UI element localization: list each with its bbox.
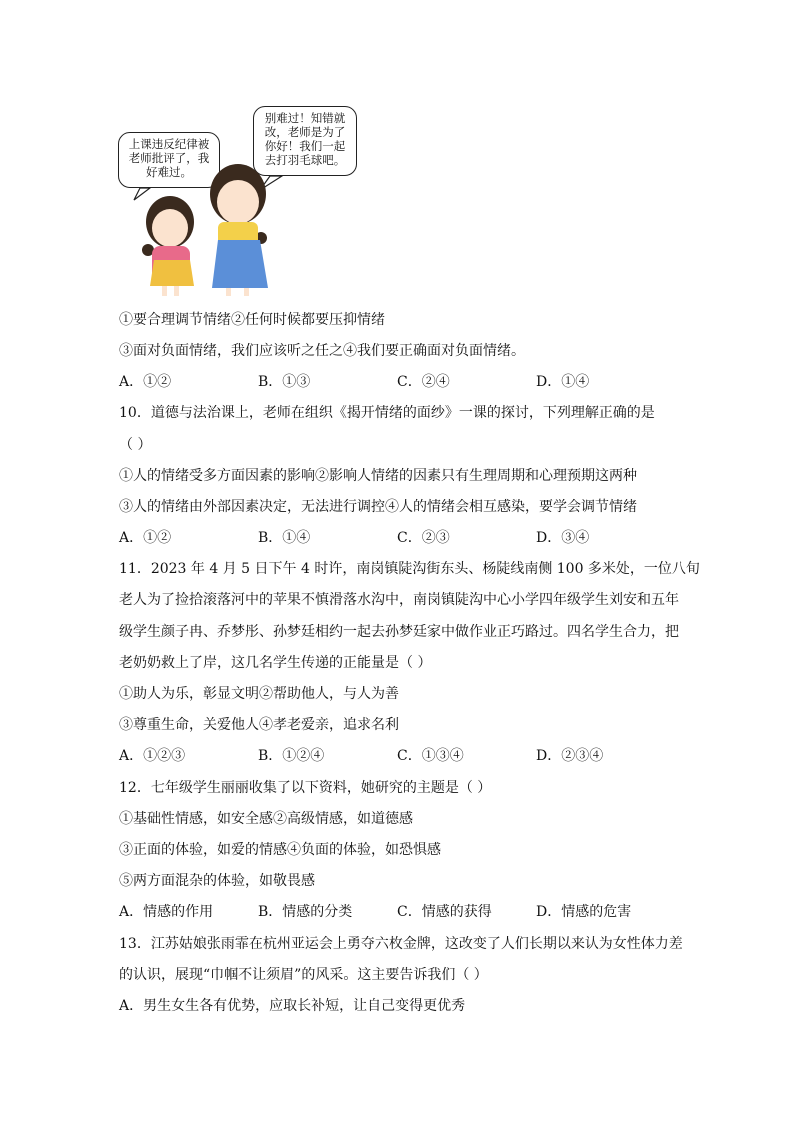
q10-option-c[interactable]: C．②③ [397, 530, 450, 546]
q11-option-b[interactable]: B．①②④ [258, 748, 325, 764]
q9-option-d[interactable]: D．①④ [536, 374, 590, 390]
comforting-girl-figure [210, 164, 268, 296]
q11-option-c[interactable]: C．①③④ [397, 748, 464, 764]
q10-statements-1: ①人的情绪受多方面因素的影响②影响人情绪的因素只有生理周期和心理预期这两种 [119, 468, 637, 484]
q13-option-a[interactable]: A．男生女生各有优势，应取长补短，让自己变得更优秀 [119, 998, 466, 1014]
q11-stem-4: 老奶奶救上了岸，这几名学生传递的正能量是（ ） [119, 655, 432, 671]
q12-option-d[interactable]: D．情感的危害 [536, 904, 632, 920]
q10-statements-2: ③人的情绪由外部因素决定，无法进行调控④人的情绪会相互感染，要学会调节情绪 [119, 499, 637, 515]
q11-stem-1: 11．2023 年 4 月 5 日下午 4 时许，南岗镇陡沟街东头、杨陡线南侧 100 多米处，一位八旬 [119, 561, 700, 577]
q11-stem-3: 级学生颜子冉、乔梦彤、孙梦廷相约一起去孙梦廷家中做作业正巧路过。四名学生合力，把 [119, 624, 679, 640]
q10-option-a[interactable]: A．①② [119, 530, 172, 546]
speech-bubble-right: 别难过！知错就改，老师是为了你好！我们一起去打羽毛球吧。 [253, 106, 357, 176]
q11-statements-1: ①助人为乐，彰显文明②帮助他人，与人为善 [119, 686, 399, 702]
q13-stem-2: 的认识，展现“巾帼不让须眉”的风采。这主要告诉我们（ ） [119, 967, 488, 983]
sad-girl-figure [142, 196, 194, 296]
q9-option-c[interactable]: C．②④ [397, 374, 450, 390]
q9-option-a[interactable]: A．①② [119, 374, 172, 390]
q12-option-c[interactable]: C．情感的获得 [397, 904, 492, 920]
q11-option-a[interactable]: A．①②③ [119, 748, 186, 764]
q11-option-d[interactable]: D．②③④ [536, 748, 604, 764]
q12-stem: 12．七年级学生丽丽收集了以下资料，她研究的主题是（ ） [119, 780, 492, 796]
q11-statements-2: ③尊重生命，关爱他人④孝老爱亲，追求名利 [119, 717, 399, 733]
q13-stem-1: 13．江苏姑娘张雨霏在杭州亚运会上勇夺六枚金牌，这改变了人们长期以来认为女性体力差 [119, 936, 683, 952]
q10-stem-1: 10．道德与法治课上，老师在组织《揭开情绪的面纱》一课的探讨，下列理解正确的是 [119, 405, 655, 421]
q11-stem-2: 老人为了捡拾滚落河中的苹果不慎滑落水沟中，南岗镇陡沟中心小学四年级学生刘安和五年 [119, 592, 679, 608]
girls-drawing [110, 100, 370, 300]
q10-option-b[interactable]: B．①④ [258, 530, 311, 546]
q12-statements-2: ③正面的体验，如爱的情感④负面的体验，如恐惧感 [119, 842, 441, 858]
q12-statements-3: ⑤两方面混杂的体验，如敬畏感 [119, 873, 315, 889]
q12-option-a[interactable]: A．情感的作用 [119, 904, 214, 920]
speech-bubble-left: 上课违反纪律被老师批评了，我好难过。 [118, 132, 220, 188]
q9-statements-2: ③面对负面情绪，我们应该听之任之④我们要正确面对负面情绪。 [119, 343, 525, 359]
q9-statements-1: ①要合理调节情绪②任何时候都要压抑情绪 [119, 312, 385, 328]
illustration-two-girls [110, 100, 370, 300]
q10-stem-2: （ ） [119, 437, 152, 453]
q12-statements-1: ①基础性情感，如安全感②高级情感，如道德感 [119, 811, 413, 827]
q9-option-b[interactable]: B．①③ [258, 374, 311, 390]
q10-option-d[interactable]: D．③④ [536, 530, 590, 546]
q12-option-b[interactable]: B．情感的分类 [258, 904, 353, 920]
